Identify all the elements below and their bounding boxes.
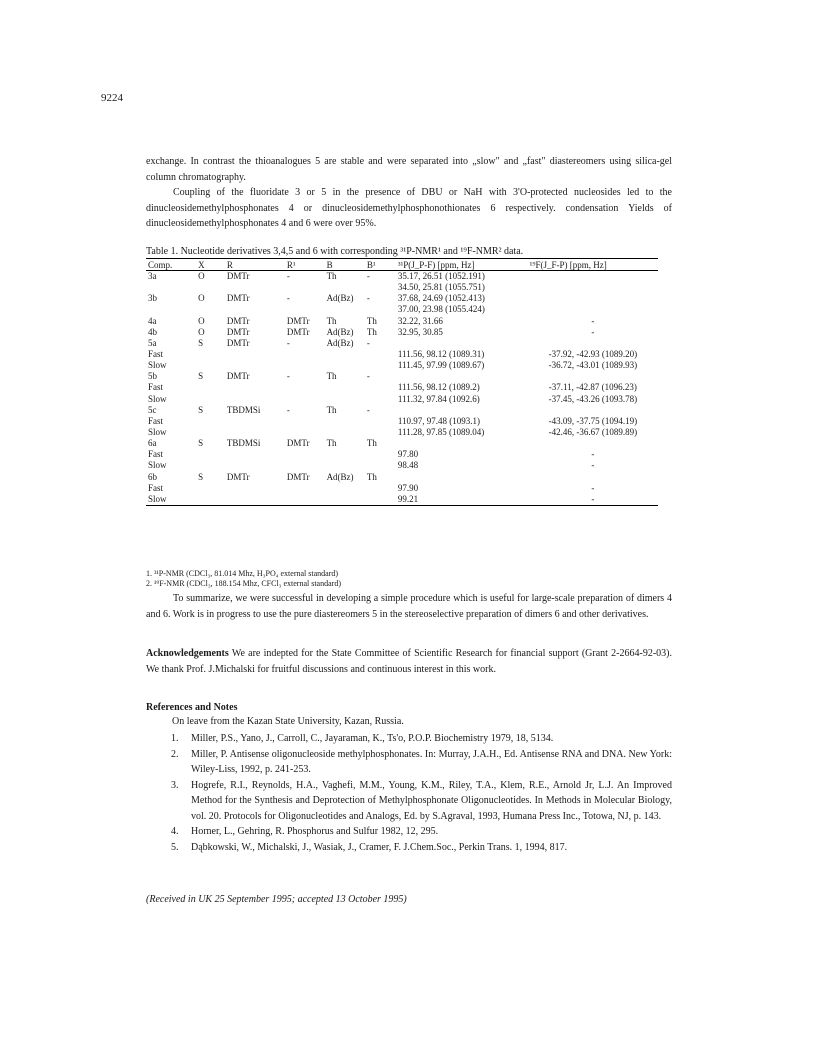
- acknowledgements-paragraph: [146, 646, 672, 677]
- cell-r1: [285, 494, 325, 506]
- cell-r1: -: [286, 271, 290, 282]
- cell-b1: Th: [366, 471, 377, 482]
- cell-r: [225, 394, 285, 405]
- cell-comp: Slow: [148, 393, 167, 404]
- cell-p-nmr: 111.56, 98.12 (1089.2): [397, 382, 480, 393]
- cell-b1: [365, 483, 396, 494]
- cell-b1: [365, 427, 396, 438]
- cell-comp: 5b: [148, 371, 157, 382]
- cell-p-nmr: [396, 438, 528, 449]
- cell-r1: DMTr: [286, 438, 310, 449]
- cell-b: Th: [326, 404, 337, 415]
- table-row: [146, 349, 658, 360]
- cell-comp: [146, 282, 196, 293]
- header-comp: Comp.: [146, 259, 196, 271]
- table-row: [146, 271, 658, 283]
- nmr-data-table: [146, 258, 658, 506]
- reference-number: 5.: [171, 841, 179, 853]
- footnote-1: 1. ³¹P-NMR (CDCl₃, 81.014 Mhz, H₃PO₄ external standard): [146, 569, 339, 578]
- cell-f-nmr: -42.46, -36.67 (1089.89): [548, 427, 638, 438]
- reference-item: [146, 747, 672, 778]
- table-caption: Table 1. Nucleotide derivatives 3,4,5 and 6 with corresponding ³¹P-NMR¹ and ¹⁹F-NMR² data.: [146, 246, 524, 257]
- intro-paragraph-1: exchange. In contrast the thioanalogues 5 are stable and were separated into „slow" and „fast" diastereomers using silica-gel column chromatography.: [146, 156, 672, 183]
- cell-r1: DMTr: [286, 326, 310, 337]
- cell-r: [225, 282, 285, 293]
- cell-comp: [146, 304, 196, 315]
- cell-p-nmr: [396, 338, 528, 349]
- reference-number: 3.: [171, 779, 179, 791]
- cell-r1: [285, 360, 325, 371]
- cell-r: [225, 360, 285, 371]
- table-row: [146, 327, 658, 338]
- cell-b: [325, 360, 365, 371]
- table-row: [146, 483, 658, 494]
- cell-r1: [285, 282, 325, 293]
- cell-b1: Th: [366, 438, 377, 449]
- reference-item: [146, 824, 672, 840]
- cell-f-nmr: -: [591, 315, 595, 326]
- cell-f-nmr: -: [591, 449, 595, 460]
- cell-r: DMTr: [226, 293, 250, 304]
- cell-f-nmr: [528, 371, 658, 382]
- cell-b: Ad(Bz): [326, 326, 354, 337]
- cell-comp: 4a: [148, 315, 157, 326]
- cell-r: [225, 416, 285, 427]
- table-row: [146, 438, 658, 449]
- header-p-nmr: ³¹P(J_P-F) [ppm, Hz]: [396, 259, 528, 271]
- cell-p-nmr: 111.56, 98.12 (1089.31): [397, 349, 485, 360]
- cell-b: [325, 483, 365, 494]
- header-f-nmr: ¹⁹F(J_F-P) [ppm, Hz]: [528, 259, 658, 271]
- cell-r1: -: [286, 404, 290, 415]
- cell-comp: Slow: [148, 460, 167, 471]
- cell-r: TBDMSi: [226, 404, 261, 415]
- cell-r: [225, 382, 285, 393]
- cell-p-nmr: 34.50, 25.81 (1055.751): [397, 282, 485, 293]
- cell-b: Ad(Bz): [326, 293, 354, 304]
- cell-b1: [365, 282, 396, 293]
- cell-comp: 5a: [148, 337, 157, 348]
- cell-x: [196, 427, 225, 438]
- cell-comp: 5c: [148, 404, 157, 415]
- cell-x: [196, 349, 225, 360]
- cell-x: [196, 282, 225, 293]
- table-row: [146, 371, 658, 382]
- cell-comp: 3a: [148, 271, 157, 282]
- cell-b1: [365, 360, 396, 371]
- reference-number: 4.: [171, 826, 179, 837]
- acknowledgements-heading: Acknowledgements: [146, 648, 229, 659]
- cell-f-nmr: -37.45, -43.26 (1093.78): [548, 393, 638, 404]
- cell-r1: DMTr: [286, 471, 310, 482]
- cell-x: S: [198, 438, 204, 449]
- cell-r: [225, 449, 285, 460]
- cell-r: DMTr: [226, 315, 250, 326]
- cell-x: [196, 382, 225, 393]
- cell-b1: -: [366, 293, 370, 304]
- cell-p-nmr: [396, 472, 528, 483]
- cell-p-nmr: 35.17, 26.51 (1052.191): [397, 271, 485, 282]
- cell-x: [196, 304, 225, 315]
- cell-x: O: [198, 315, 205, 326]
- cell-r1: -: [286, 371, 290, 382]
- cell-x: O: [198, 293, 205, 304]
- cell-p-nmr: 110.97, 97.48 (1093.1): [397, 415, 481, 426]
- cell-b: [325, 449, 365, 460]
- cell-f-nmr: -: [591, 326, 595, 337]
- cell-x: O: [198, 326, 205, 337]
- cell-b1: Th: [366, 326, 377, 337]
- cell-b: Th: [326, 315, 337, 326]
- cell-b1: -: [366, 271, 370, 282]
- reference-text: Horner, L., Gehring, R. Phosphorus and Sulfur 1982, 12, 295.: [191, 826, 439, 837]
- header-r1: R¹: [285, 259, 325, 271]
- cell-r: [225, 494, 285, 506]
- cell-b: Ad(Bz): [326, 337, 354, 348]
- cell-b: [325, 382, 365, 393]
- cell-b: Th: [326, 271, 337, 282]
- cell-r: TBDMSi: [226, 438, 261, 449]
- cell-x: [196, 494, 225, 506]
- reference-item: [146, 840, 672, 856]
- cell-f-nmr: [528, 472, 658, 483]
- cell-b1: -: [366, 371, 370, 382]
- cell-f-nmr: -37.92, -42.93 (1089.20): [548, 349, 638, 360]
- cell-f-nmr: -36.72, -43.01 (1089.93): [548, 360, 638, 371]
- cell-r1: [285, 427, 325, 438]
- table-row: [146, 394, 658, 405]
- cell-r: [225, 460, 285, 471]
- cell-p-nmr: 111.32, 97.84 (1092.6): [397, 393, 480, 404]
- table-row: [146, 472, 658, 483]
- cell-f-nmr: [528, 282, 658, 293]
- cell-f-nmr: -: [591, 482, 595, 493]
- reference-text: Miller, P.S., Yano, J., Carroll, C., Jayaraman, K., Ts'o, P.O.P. Biochemistry 1979, 18, 5134.: [191, 733, 554, 744]
- cell-f-nmr: [528, 271, 658, 283]
- reference-text: Miller, P. Antisense oligonucleoside methylphosphonates. In: Murray, J.A.H., Ed. Antisense RNA and DNA. New York: Wiley-Liss, 1992, p. 241-253.: [191, 748, 672, 775]
- cell-b: [325, 416, 365, 427]
- cell-b1: [365, 349, 396, 360]
- acknowledgements-text: We are indepted for the State Committee of Scientific Research for financial support (Grant 2-2664-92-03). We thank Prof. J.Michalski for fruitful discussions and continuous interest in this work.: [146, 648, 672, 675]
- cell-x: [196, 460, 225, 471]
- cell-r1: DMTr: [286, 315, 310, 326]
- cell-r1: [285, 449, 325, 460]
- table-row: [146, 494, 658, 506]
- header-b: B: [325, 259, 365, 271]
- cell-b: Th: [326, 438, 337, 449]
- cell-r1: [285, 416, 325, 427]
- cell-comp: 6a: [148, 438, 157, 449]
- table-row: [146, 416, 658, 427]
- cell-x: [196, 394, 225, 405]
- cell-b1: [365, 494, 396, 506]
- cell-b1: [365, 416, 396, 427]
- page-number: 9224: [101, 92, 123, 104]
- cell-r: [225, 483, 285, 494]
- cell-p-nmr: [396, 371, 528, 382]
- reference-number: 1.: [171, 733, 179, 744]
- references-list: [146, 731, 672, 855]
- cell-r: DMTr: [226, 337, 250, 348]
- cell-p-nmr: 111.28, 97.85 (1089.04): [397, 427, 485, 438]
- cell-x: [196, 483, 225, 494]
- cell-r: DMTr: [226, 371, 250, 382]
- cell-comp: 3b: [148, 293, 157, 304]
- cell-f-nmr: -: [591, 460, 595, 471]
- cell-b1: Th: [366, 315, 377, 326]
- cell-p-nmr: 32.22, 31.66: [397, 315, 443, 326]
- reference-text: Dąbkowski, W., Michalski, J., Wasiak, J., Cramer, F. J.Chem.Soc., Perkin Trans. 1, 1994, 817.: [191, 841, 568, 853]
- cell-x: [196, 449, 225, 460]
- cell-f-nmr: [528, 293, 658, 304]
- references-note: On leave from the Kazan State University, Kazan, Russia.: [172, 716, 404, 727]
- cell-p-nmr: 97.80: [397, 449, 419, 460]
- reference-number: 2.: [171, 748, 179, 760]
- cell-r1: -: [286, 293, 290, 304]
- cell-r: DMTr: [226, 271, 250, 282]
- cell-p-nmr: 32.95, 30.85: [397, 326, 443, 337]
- cell-p-nmr: 97.90: [397, 482, 419, 493]
- cell-x: O: [198, 271, 205, 282]
- header-x: X: [196, 259, 225, 271]
- cell-comp: Fast: [148, 349, 164, 360]
- table-row: [146, 338, 658, 349]
- cell-p-nmr: 111.45, 97.99 (1089.67): [397, 360, 485, 371]
- table-row: [146, 304, 658, 315]
- cell-r1: [285, 460, 325, 471]
- cell-b: [325, 304, 365, 315]
- cell-b: [325, 394, 365, 405]
- cell-f-nmr: [528, 338, 658, 349]
- cell-b1: -: [366, 337, 370, 348]
- cell-r1: [285, 394, 325, 405]
- cell-comp: Fast: [148, 415, 164, 426]
- cell-b: [325, 282, 365, 293]
- cell-x: [196, 416, 225, 427]
- table-row: [146, 360, 658, 371]
- cell-f-nmr: [528, 405, 658, 416]
- cell-b: Th: [326, 371, 337, 382]
- cell-r: [225, 349, 285, 360]
- cell-r1: [285, 349, 325, 360]
- cell-b1: [365, 460, 396, 471]
- reference-item: [146, 778, 672, 825]
- header-b1: B¹: [365, 259, 396, 271]
- footnote-2: 2. ¹⁹F-NMR (CDCl₃, 188.154 Mhz, CFCl₃ external standard): [146, 579, 341, 588]
- cell-b1: -: [366, 404, 370, 415]
- summary-paragraph: To summarize, we were successful in developing a simple procedure which is useful for large-scale preparation of dimers 4 and 6. Work is in progress to use the pure diastereomers 5 in the stereoselective preparation of dimers 6 and other derivatives.: [146, 593, 672, 620]
- cell-r1: [285, 304, 325, 315]
- cell-b1: [365, 394, 396, 405]
- cell-comp: Slow: [148, 427, 167, 438]
- cell-r1: [285, 382, 325, 393]
- cell-f-nmr: -43.09, -37.75 (1094.19): [548, 415, 638, 426]
- cell-b: [325, 460, 365, 471]
- intro-paragraph-2: Coupling of the fluoridate 3 or 5 in the presence of DBU or NaH with 3'O-protected nucleosides led to the dinucleosidemethylphosphonates 4 or dinucleosidemethylphosphonothionates 6 respectively. condensation Yields of dinucleosidemethylphosphonates 4 and 6 were over 95%.: [146, 187, 672, 229]
- cell-x: S: [198, 371, 204, 382]
- cell-p-nmr: 99.21: [396, 494, 528, 506]
- table-header-row: [146, 259, 658, 271]
- cell-b: [325, 494, 365, 506]
- table-row: [146, 293, 658, 304]
- cell-comp: Slow: [148, 360, 167, 371]
- cell-r1: -: [286, 337, 290, 348]
- cell-r: DMTr: [226, 471, 250, 482]
- cell-b1: [365, 382, 396, 393]
- cell-r: DMTr: [226, 326, 250, 337]
- cell-comp: Fast: [148, 382, 164, 393]
- cell-b1: [365, 449, 396, 460]
- cell-p-nmr: 37.68, 24.69 (1052.413): [397, 293, 485, 304]
- cell-b: [325, 349, 365, 360]
- table-row: [146, 316, 658, 327]
- cell-r: [225, 304, 285, 315]
- cell-x: S: [198, 337, 204, 348]
- table-row: [146, 405, 658, 416]
- cell-comp: Fast: [148, 449, 164, 460]
- table-row: [146, 460, 658, 471]
- cell-x: [196, 360, 225, 371]
- table-row: [146, 382, 658, 393]
- cell-f-nmr: [528, 438, 658, 449]
- reference-item: [146, 731, 672, 747]
- cell-p-nmr: 37.00, 23.98 (1055.424): [397, 304, 485, 315]
- table-footnotes: [146, 569, 341, 589]
- received-date: (Received in UK 25 September 1995; accepted 13 October 1995): [146, 894, 407, 905]
- cell-b: Ad(Bz): [326, 471, 354, 482]
- cell-comp: 4b: [148, 326, 157, 337]
- cell-b1: [365, 304, 396, 315]
- table-row: [146, 427, 658, 438]
- cell-p-nmr: [396, 405, 528, 416]
- cell-b: [325, 427, 365, 438]
- cell-comp: Fast: [148, 482, 164, 493]
- table-row: [146, 282, 658, 293]
- cell-r1: [285, 483, 325, 494]
- reference-text: Hogrefe, R.I., Reynolds, H.A., Vaghefi, M.M., Young, K.M., Riley, T.A., Klem, R.E., Arnold Jr, L.J. An Improved Method for the Synthesis and Deprotection of Methylphosphonate Oligonucleotides. In Methods in Molecular Biology, vol. 20. Protocols for Oligonucleotides and Analogs, Ed. by S.Agraval, 1993, Humana Press Inc., Totowa, NJ, p. 143.: [191, 779, 672, 822]
- cell-comp: Slow: [146, 494, 196, 506]
- header-r: R: [225, 259, 285, 271]
- cell-comp: 6b: [148, 471, 157, 482]
- references-title: References and Notes: [146, 702, 238, 713]
- table-row: [146, 449, 658, 460]
- cell-x: S: [198, 471, 204, 482]
- cell-f-nmr: -: [528, 494, 658, 506]
- cell-r: [225, 427, 285, 438]
- cell-p-nmr: 98.48: [397, 460, 419, 471]
- cell-x: S: [198, 404, 204, 415]
- cell-f-nmr: -37.11, -42.87 (1096.23): [548, 382, 637, 393]
- cell-f-nmr: [528, 304, 658, 315]
